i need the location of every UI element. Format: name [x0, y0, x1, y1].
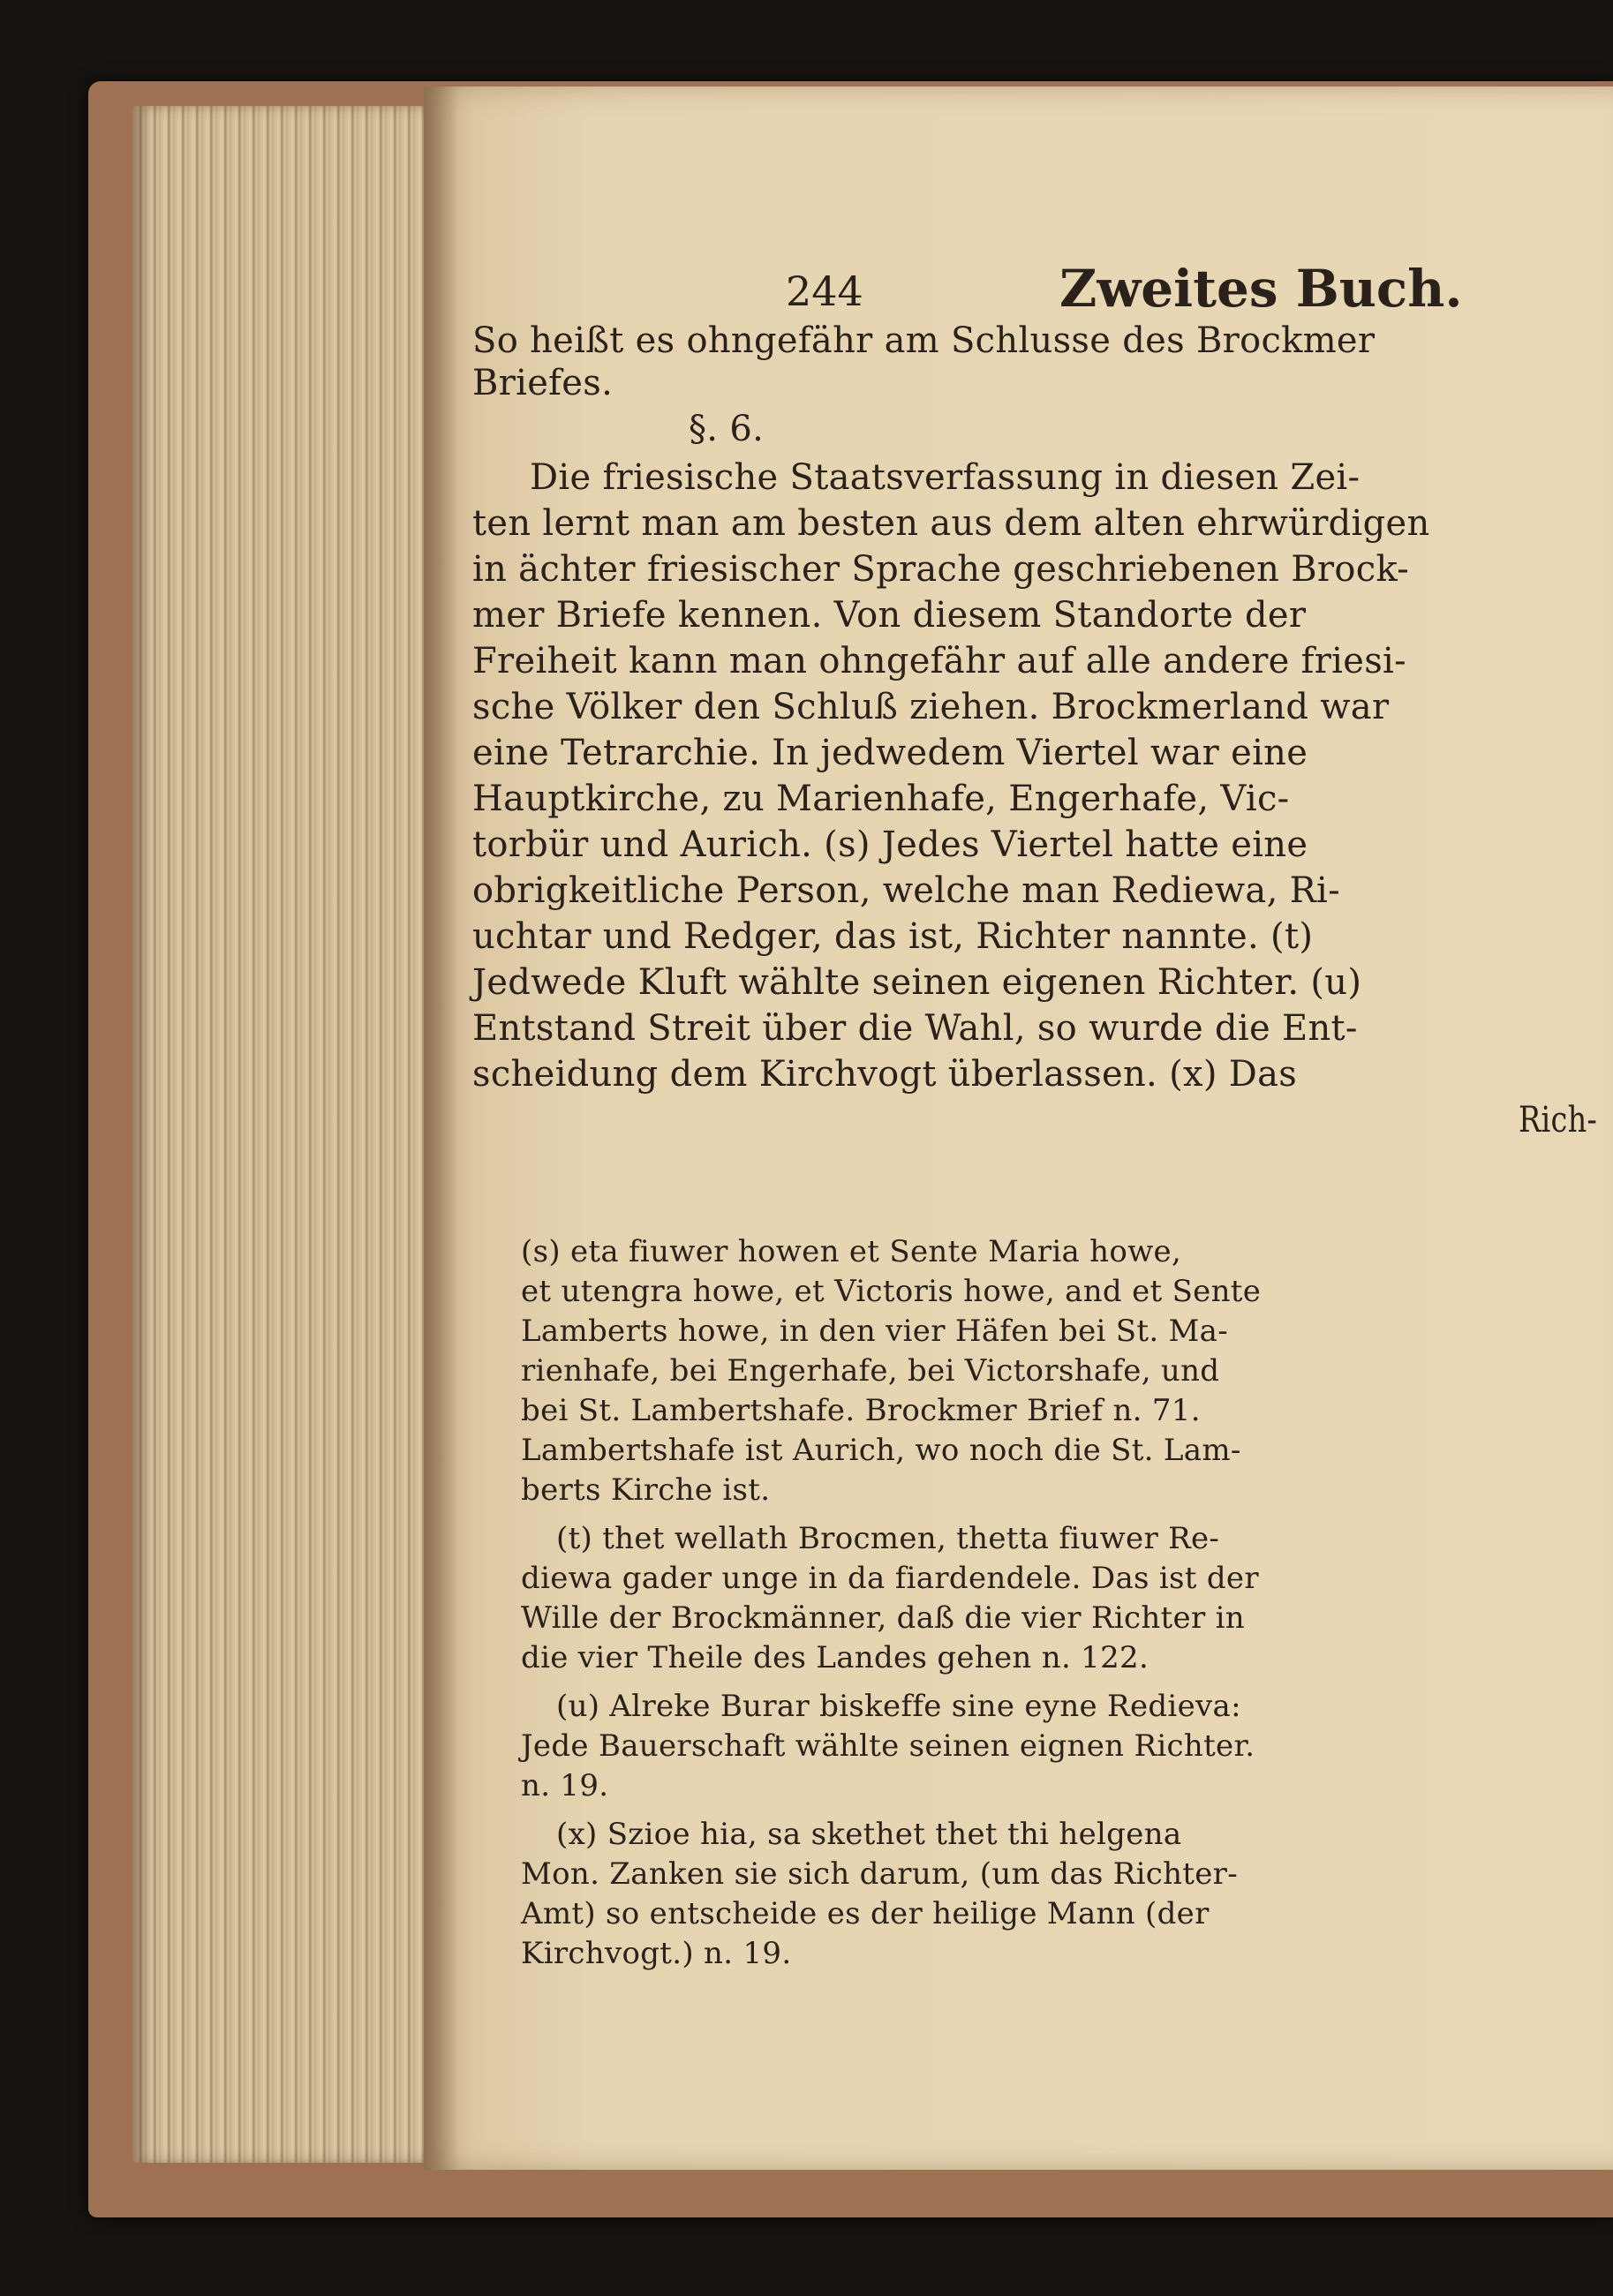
- footnote-line: Mon. Zanken sie sich darum, (um das Richter-: [521, 1856, 1239, 1892]
- body-line: uchtar und Redger, das ist, Richter nannte. (t): [472, 916, 1314, 957]
- footnote-line: et utengra howe, et Victoris howe, and et Sente: [521, 1274, 1262, 1309]
- body-line: scheidung dem Kirchvogt überlassen. (x) Das: [472, 1054, 1298, 1095]
- footnote-line: rienhafe, bei Engerhafe, bei Victorshafe, und: [521, 1353, 1220, 1389]
- footnote-line: Kirchvogt.) n. 19.: [521, 1936, 792, 1971]
- body-line: sche Völker den Schluß ziehen. Brockmerland war: [472, 687, 1390, 727]
- page-text: [424, 87, 1613, 2170]
- page-number: 244: [786, 267, 863, 315]
- body-line: Jedwede Kluft wählte seinen eigenen Richter. (u): [472, 962, 1362, 1003]
- footnote-line: bei St. Lambertshafe. Brockmer Brief n. 71.: [521, 1393, 1201, 1428]
- body-line: torbür und Aurich. (s) Jedes Viertel hatte eine: [472, 824, 1308, 865]
- footnote-line: (x) Szioe hia, sa skethet thet thi helgena: [556, 1817, 1182, 1852]
- body-line: ten lernt man am besten aus dem alten ehrwürdigen: [472, 503, 1430, 544]
- footnote-line: Lambertshafe ist Aurich, wo noch die St. Lam-: [521, 1433, 1241, 1468]
- footnote-line: Jede Bauerschaft wählte seinen eignen Richter.: [521, 1728, 1255, 1764]
- footnote-line: Amt) so entscheide es der heilige Mann (der: [521, 1896, 1210, 1931]
- footnote-line: (u) Alreke Burar biskeffe sine eyne Redieva:: [556, 1689, 1241, 1724]
- body-line: Freiheit kann man ohngefähr auf alle andere friesi-: [472, 641, 1406, 681]
- body-line: So heißt es ohngefähr am Schlusse des Brockmer: [472, 320, 1376, 361]
- section-heading: §. 6.: [689, 409, 765, 449]
- footnote-line: Wille der Brockmänner, daß die vier Richter in: [521, 1600, 1245, 1636]
- footnote-line: n. 19.: [521, 1768, 609, 1803]
- body-line: in ächter friesischer Sprache geschriebenen Brock-: [472, 549, 1410, 590]
- body-line: mer Briefe kennen. Von diesem Standorte der: [472, 595, 1307, 636]
- page-edges-stack: [132, 106, 433, 2163]
- book-page: [424, 87, 1613, 2170]
- footnote-line: berts Kirche ist.: [521, 1472, 771, 1508]
- running-head: Zweites Buch.: [1059, 259, 1463, 319]
- footnote-line: die vier Theile des Landes gehen n. 122.: [521, 1640, 1149, 1675]
- footnote-line: Lamberts howe, in den vier Häfen bei St. Ma-: [521, 1314, 1229, 1349]
- footnote-line: (s) eta fiuwer howen et Sente Maria howe,: [521, 1234, 1182, 1269]
- body-line: Entstand Streit über die Wahl, so wurde die Ent-: [472, 1008, 1358, 1049]
- footnote-line: diewa gader unge in da fiardendele. Das ist der: [521, 1561, 1259, 1596]
- body-line: Hauptkirche, zu Marienhafe, Engerhafe, Vic-: [472, 779, 1290, 819]
- catchword: Rich-: [1519, 1100, 1598, 1140]
- body-line: Die friesische Staatsverfassung in diesen Zei-: [530, 457, 1360, 498]
- body-line: obrigkeitliche Person, welche man Rediewa, Ri-: [472, 870, 1340, 911]
- footnote-line: (t) thet wellath Brocmen, thetta fiuwer Re-: [556, 1521, 1220, 1556]
- body-line: Briefes.: [472, 363, 614, 403]
- body-line: eine Tetrarchie. In jedwedem Viertel war eine: [472, 733, 1308, 773]
